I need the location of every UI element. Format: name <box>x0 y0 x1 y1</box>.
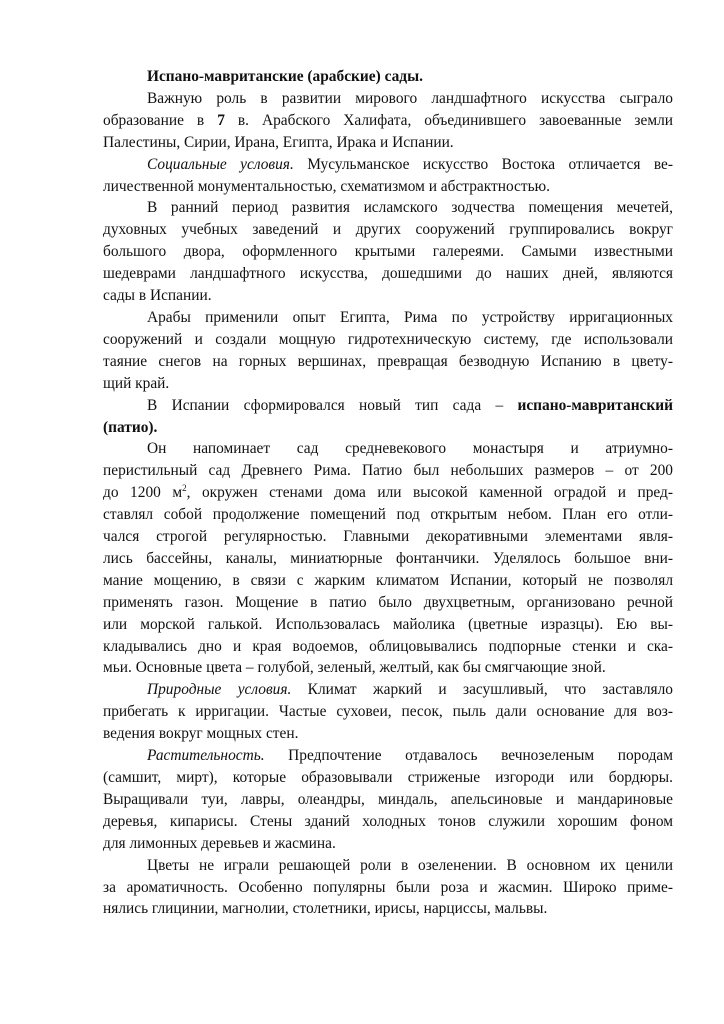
social-conditions-label: Социальные условия. <box>147 155 294 173</box>
text-line: таяние снегов на горных вершинах, превращая безводную Испанию в цвету- <box>103 352 673 370</box>
text-line: прибегать к ирригации. Частые суховеи, песок, пыль дали основание для воз- <box>103 703 673 721</box>
text-line: Арабы применили опыт Египта, Рима по устройству ирригационных <box>147 308 673 326</box>
vegetation-label: Растительность. <box>147 747 265 765</box>
section-heading: Испано-мавританские (арабские) сады. <box>147 68 423 85</box>
text-line: сооружений и создали мощную гидротехническую систему, где использовали <box>103 330 673 348</box>
text-line: чался строгой регулярностью. Главными декоративными элементами явля- <box>103 528 673 546</box>
garden-type-term: испано-мавританский <box>517 396 673 414</box>
text-line: образование в 7 в. Арабского Халифата, объединившего завоеванные земли <box>103 111 673 129</box>
text-line: Растительность. Предпочтение отдавалось вечнозеленым породам <box>147 747 673 765</box>
text-line: (патио). <box>103 418 158 436</box>
paragraph-natural-conditions <box>103 679 673 745</box>
paragraph-social-conditions <box>103 154 673 198</box>
text-line: мание мощению, в связи с жарким климатом Испании, который не позволял <box>103 571 673 589</box>
text-line: мьи. Основные цвета – голубой, зеленый, желтый, как бы смягчающие зной. <box>103 659 606 677</box>
century-number: 7 <box>217 111 225 129</box>
text-line: шедеврами ландшафтного искусства, дошедшими до наших дней, являются <box>103 265 673 283</box>
paragraph-early-period <box>103 197 673 307</box>
text-line: (самшит, мирт), которые образовывали стриженые изгороди или бордюры. <box>103 769 673 786</box>
text-line: применять газон. Мощение в патио было двухцветным, организовано речной <box>103 593 673 611</box>
text-line: щий край. <box>103 374 170 392</box>
text-line: кладывались дно и края водоемов, облицовывались подпорные стенки и ска- <box>103 637 673 655</box>
text-line: большого двора, оформленного крытыми галереями. Самыми известными <box>103 243 673 261</box>
text-line: лись бассейны, каналы, миниатюрные фонтанчики. Уделялось большое вни- <box>103 549 673 567</box>
text-line: духовных учебных заведений и других сооружений группировались вокруг <box>103 221 673 239</box>
text-line: ставлял собой продолжение помещений под открытым небом. План его отли- <box>103 506 673 524</box>
text-line: Выращивали туи, лавры, олеандры, миндаль, апельсиновые и мандариновые <box>103 790 673 808</box>
text-line: до 1200 $м^2$, окружен стенами дома или высокой каменной оградой и пред- <box>103 483 673 502</box>
text-line: Палестины, Сирии, Ирана, Египта, Ирака и Испании. <box>103 133 454 151</box>
text-line: Социальные условия. Мусульманское искусство Востока отличается ве- <box>147 155 673 173</box>
text-line: перистильный сад Древнего Рима. Патио был небольших размеров – от 200 <box>103 462 673 480</box>
text-line: для лимонных деревьев и жасмина. <box>103 834 336 852</box>
text-line: деревья, кипарисы. Стены зданий холодных тонов служили хорошим фоном <box>103 812 673 830</box>
text-line: или морской галькой. Использовалась майолика (цветные изразцы). Ею вы- <box>103 615 673 633</box>
text-line: В ранний период развития исламского зодчества помещения мечетей, <box>147 199 673 217</box>
text-line: В Испании сформировался новый тип сада – испано-мавританский <box>147 396 673 414</box>
paragraph-new-garden-type <box>103 395 673 439</box>
paragraph-arab-caliphate <box>103 88 673 154</box>
text-line: ведения вокруг мощных стен. <box>103 725 299 743</box>
paragraph-flowers <box>103 855 673 921</box>
text-line: личественной монументальностью, схематизмом и абстрактностью. <box>103 177 550 195</box>
paragraph-irrigation <box>103 307 673 395</box>
superscript: 2 <box>182 483 187 494</box>
text-line: Он напоминает сад средневекового монастыря и атриумно- <box>147 440 673 458</box>
text-line: Природные условия. Климат жаркий и засушливый, что заставляло <box>147 681 673 699</box>
text-line: сады в Испании. <box>103 287 212 305</box>
paragraph-patio-description <box>103 438 673 679</box>
text-line: нялись глицинии, магнолии, столетники, ирисы, нарциссы, мальвы. <box>103 900 548 918</box>
paragraph-vegetation <box>103 745 673 855</box>
text-line: за ароматичность. Особенно популярны были роза и жасмин. Широко приме- <box>103 878 673 896</box>
document-page <box>103 66 673 920</box>
text-line: Цветы не играли решающей роли в озеленении. В основном их ценили <box>147 856 673 874</box>
text-line: Важную роль в развитии мирового ландшафтного искусства сыграло <box>147 89 673 107</box>
natural-conditions-label: Природные условия. <box>147 681 292 699</box>
